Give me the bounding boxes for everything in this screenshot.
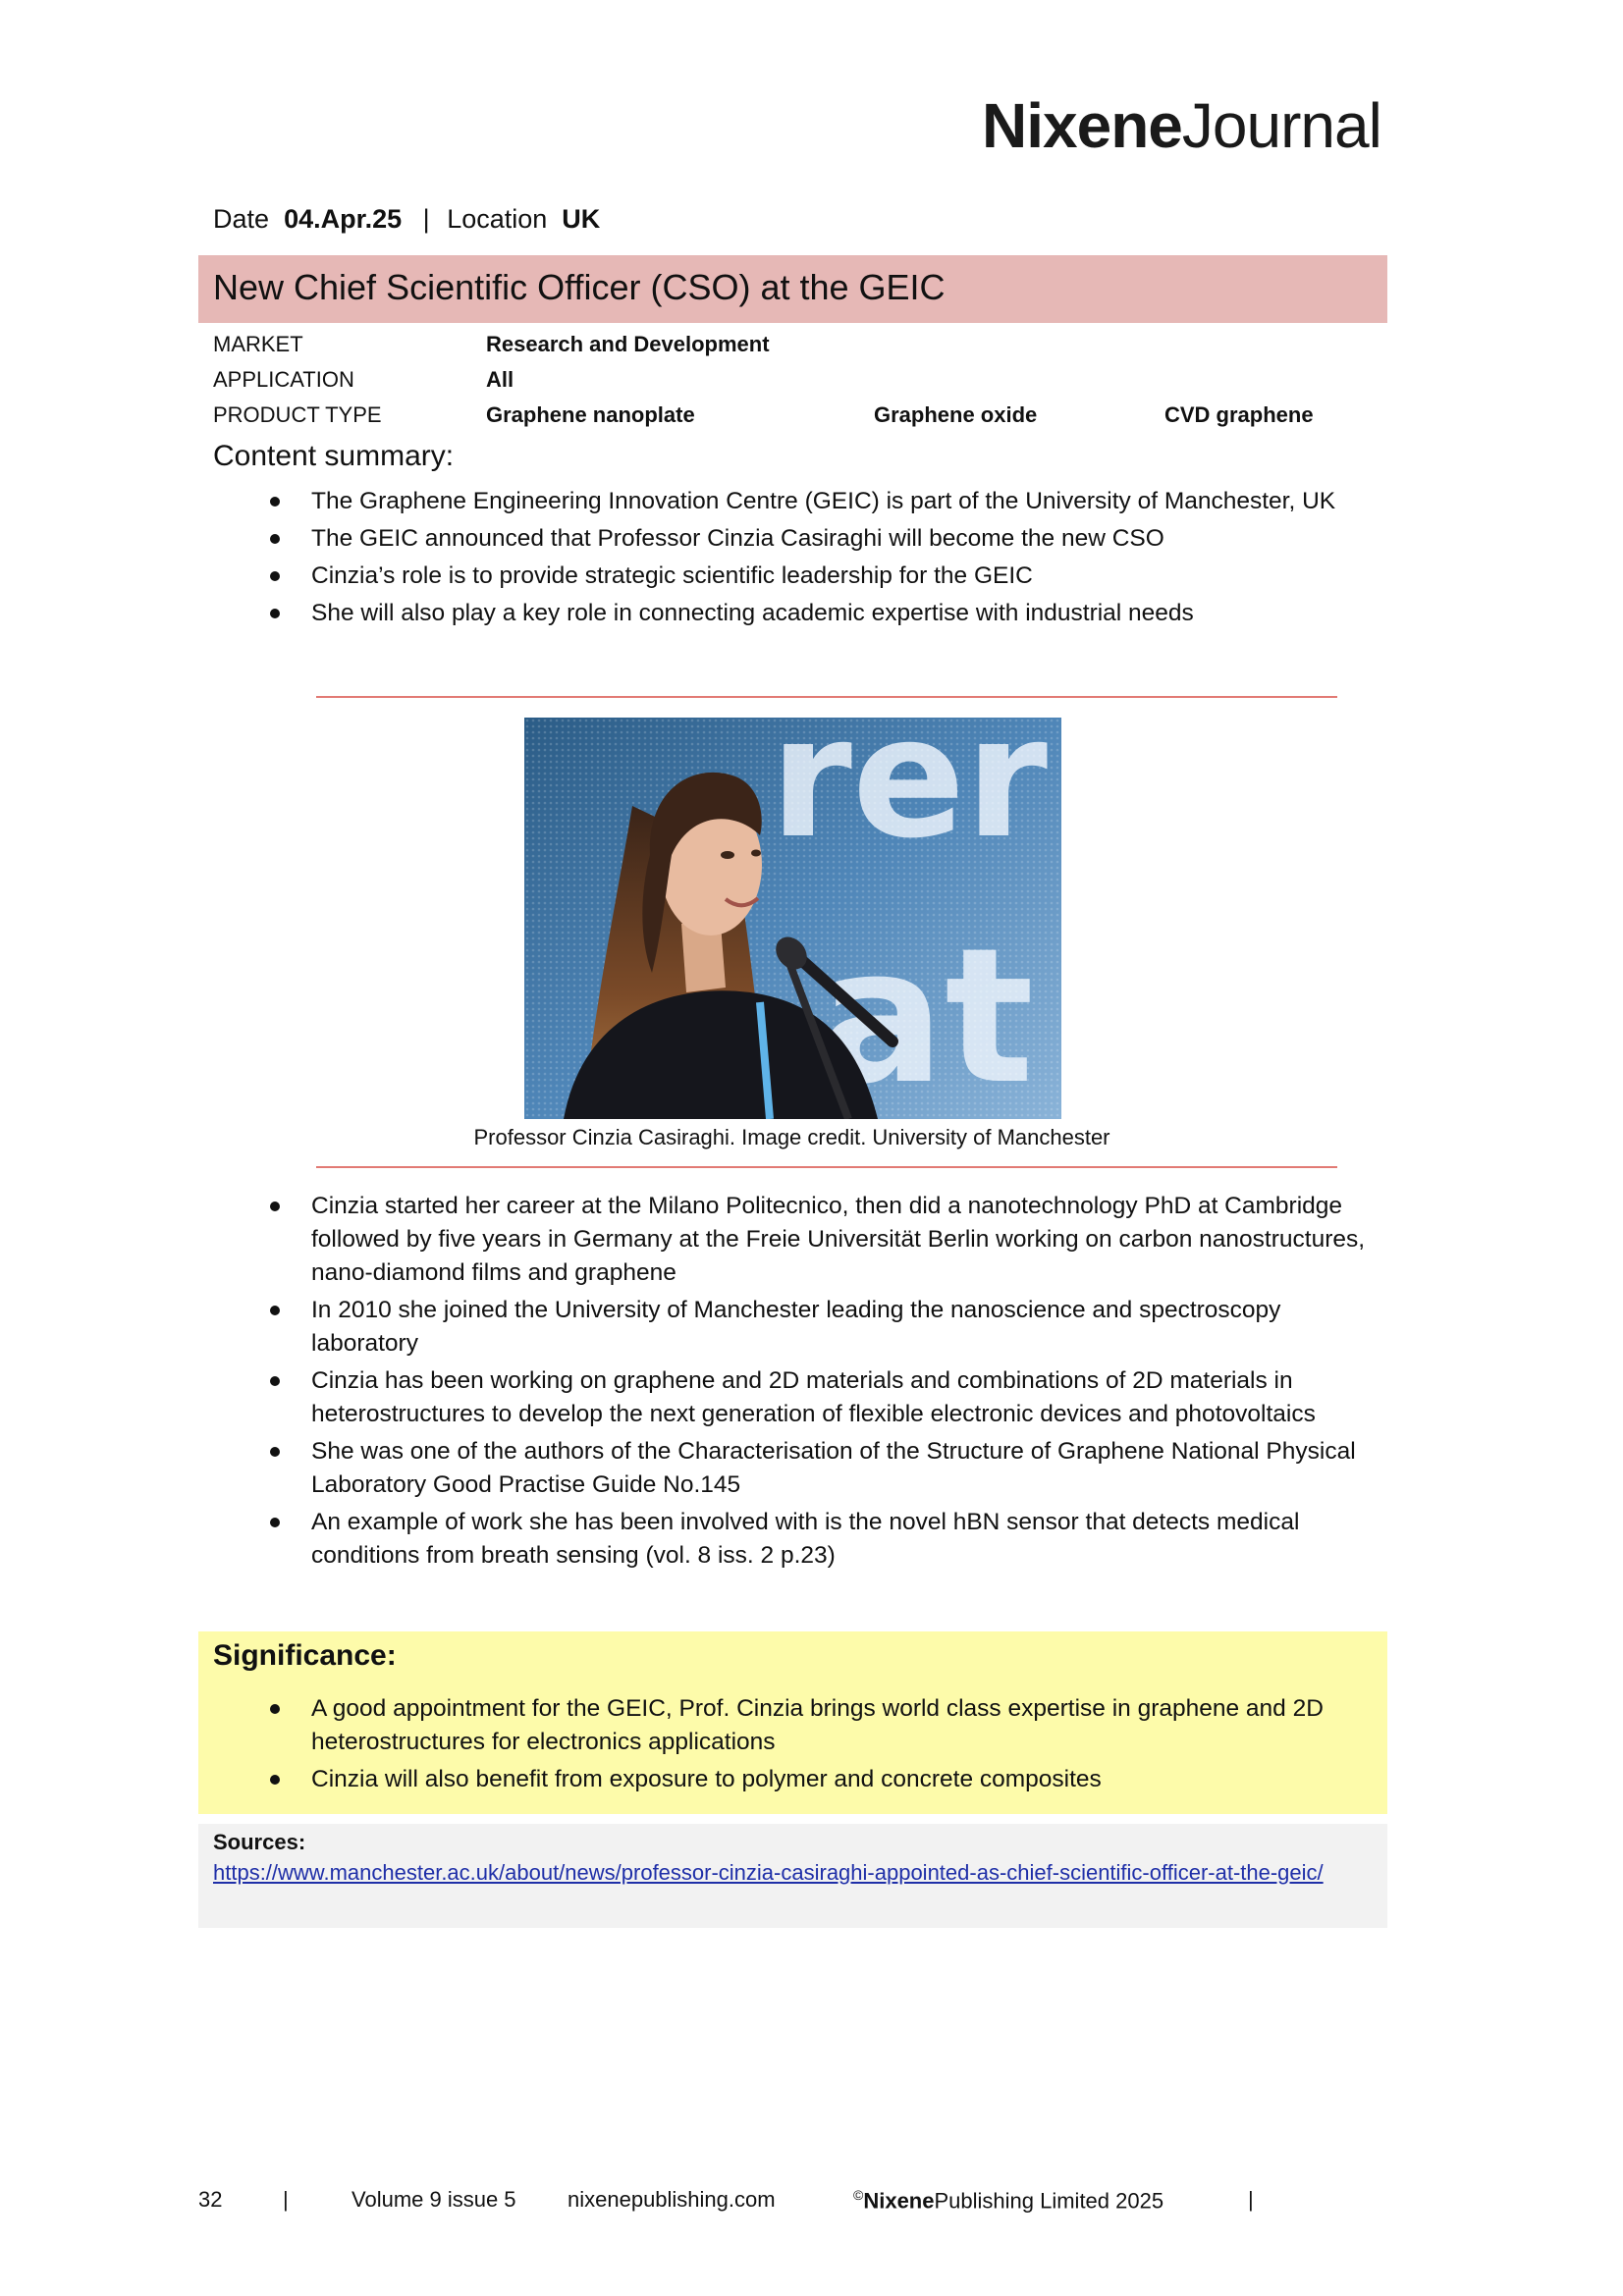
date-value: 04.Apr.25 [284,204,403,234]
significance-item: A good appointment for the GEIC, Prof. Cinzia brings world class expertise in graphene and 2D heterostructures for electronics applications [311,1692,1367,1759]
location-value: UK [562,204,601,234]
footer-brand: Nixene [863,2188,935,2214]
dateline-separator: | [422,204,430,234]
footer-separator: | [283,2187,289,2212]
sources-label: Sources: [213,1830,306,1854]
significance-list [311,1692,1367,1800]
footer-site: nixenepublishing.com [568,2187,776,2212]
market-value: Research and Development [486,332,770,356]
significance-box [198,1631,1387,1814]
application-label: APPLICATION [213,367,354,392]
portrait-photo [524,718,1061,1119]
footer-volume: Volume 9 issue 5 [352,2187,516,2212]
article-title-bar [198,255,1387,323]
divider [316,696,1337,698]
content-summary-heading: Content summary: [213,440,455,472]
detail-item: Cinzia started her career at the Milano Politecnico, then did a nanotechnology PhD at Cambridge followed by five years in Germany at the Freie Universität Berlin working on carbon nanostructures, nano-diamond films and graphene [311,1190,1381,1290]
divider [316,1166,1337,1168]
detail-item: In 2010 she joined the University of Manchester leading the nanoscience and spectroscopy laboratory [311,1294,1381,1361]
detail-item: She was one of the authors of the Characterisation of the Structure of Graphene National Physical Laboratory Good Practise Guide No.145 [311,1435,1381,1502]
footer-copyright [853,2187,1163,2214]
summary-item: The GEIC announced that Professor Cinzia Casiraghi will become the new CSO [311,522,1352,556]
detail-item: Cinzia has been working on graphene and 2D materials and combinations of 2D materials in heterostructures to develop the next generation of flexible electronic devices and photovoltaics [311,1364,1381,1431]
product-type-value: CVD graphene [1164,402,1314,427]
summary-item: Cinzia’s role is to provide strategic scientific leadership for the GEIC [311,560,1352,593]
source-link[interactable]: https://www.manchester.ac.uk/about/news/professor-cinzia-casiraghi-appointed-as-chief-scientific-officer-at-the-geic/ [213,1860,1324,1885]
detail-item: An example of work she has been involved with is the novel hBN sensor that detects medical conditions from breath sensing (vol. 8 iss. 2 p.23) [311,1506,1381,1573]
significance-item: Cinzia will also benefit from exposure to polymer and concrete composites [311,1763,1367,1796]
logo-light: Journal [1181,90,1381,161]
product-type-value: Graphene nanoplate [486,402,695,427]
footer-publisher: Publishing Limited 2025 [934,2188,1164,2214]
photo-caption-row [0,1125,1623,1150]
sources-box [198,1824,1387,1928]
journal-logo [982,90,1381,161]
article-title: New Chief Scientific Officer (CSO) at the GEIC [213,267,946,307]
summary-list [311,485,1352,634]
product-type-value: Graphene oxide [874,402,1038,427]
copyright-symbol: © [853,2187,864,2203]
logo-bold: Nixene [982,90,1182,161]
footer-separator: | [1248,2187,1254,2212]
summary-item: The Graphene Engineering Innovation Centre (GEIC) is part of the University of Manchester, UK [311,485,1352,518]
location-label: Location [447,204,548,234]
application-value: All [486,367,514,392]
details-list [311,1190,1381,1576]
significance-heading: Significance: [213,1639,397,1672]
portrait-illustration [524,718,1061,1119]
market-label: MARKET [213,332,303,356]
date-label: Date [213,204,270,234]
photo-caption: Professor Cinzia Casiraghi. Image credit. University of Manchester [473,1125,1110,1149]
page-number: 32 [198,2187,223,2212]
product-type-label: PRODUCT TYPE [213,402,382,427]
summary-item: She will also play a key role in connecting academic expertise with industrial needs [311,597,1352,630]
dateline [213,204,600,235]
